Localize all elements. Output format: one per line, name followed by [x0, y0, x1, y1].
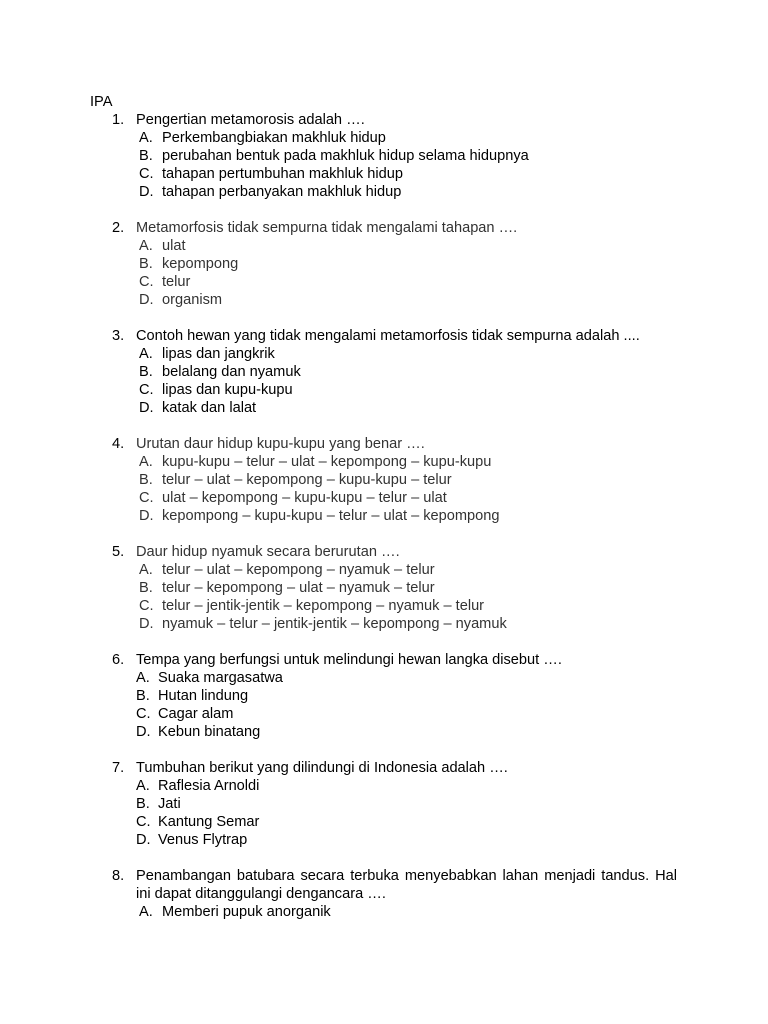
option-text: telur – ulat – kepompong – kupu-kupu – telur: [162, 472, 452, 488]
option-letter: C.: [139, 382, 154, 398]
question-text: Contoh hewan yang tidak mengalami metamorfosis tidak sempurna adalah ....: [136, 328, 640, 344]
option-text: organism: [162, 292, 223, 308]
question-stem: [0, 327, 768, 345]
option-letter: B.: [136, 688, 150, 704]
option-d: [0, 615, 768, 633]
option-letter: C.: [136, 706, 151, 722]
option-letter: A.: [136, 670, 150, 686]
question-text: Pengertian metamorosis adalah ….: [136, 112, 365, 128]
question-number: 3.: [112, 328, 125, 344]
option-a: [0, 237, 768, 255]
option-a: [0, 777, 768, 795]
option-b: [0, 255, 768, 273]
option-letter: C.: [136, 814, 151, 830]
question-7: [0, 759, 768, 849]
option-list: [0, 777, 768, 849]
option-letter: B.: [136, 796, 150, 812]
question-5: [0, 543, 768, 633]
option-d: [0, 507, 768, 525]
option-c: [0, 597, 768, 615]
question-text: Metamorfosis tidak sempurna tidak mengalami tahapan ….: [136, 220, 518, 236]
option-c: [0, 165, 768, 183]
question-8: [0, 867, 768, 921]
option-letter: D.: [136, 724, 151, 740]
question-3: [0, 327, 768, 417]
option-list: [0, 903, 768, 921]
question-stem: [0, 759, 768, 777]
option-list: [0, 669, 768, 741]
option-text: telur – ulat – kepompong – nyamuk – telur: [162, 562, 435, 578]
option-c: [0, 273, 768, 291]
option-text: belalang dan nyamuk: [162, 364, 301, 380]
option-text: tahapan pertumbuhan makhluk hidup: [162, 166, 403, 182]
option-letter: A.: [139, 238, 153, 254]
option-letter: B.: [139, 472, 153, 488]
option-text: lipas dan jangkrik: [162, 346, 275, 362]
option-a: [0, 453, 768, 471]
option-text: Raflesia Arnoldi: [158, 778, 260, 794]
option-c: [0, 489, 768, 507]
option-letter: B.: [139, 580, 153, 596]
option-b: [0, 579, 768, 597]
option-text: ulat: [162, 238, 186, 254]
question-text: Tempa yang berfungsi untuk melindungi hewan langka disebut ….: [136, 652, 562, 668]
option-text: telur – jentik-jentik – kepompong – nyamuk – telur: [162, 598, 485, 614]
question-text: Tumbuhan berikut yang dilindungi di Indonesia adalah ….: [136, 760, 508, 776]
question-stem: [0, 867, 768, 903]
option-text: ulat – kepompong – kupu-kupu – telur – ulat: [162, 490, 447, 506]
option-text: telur: [162, 274, 191, 290]
option-letter: A.: [136, 778, 150, 794]
question-stem: [0, 435, 768, 453]
option-a: [0, 129, 768, 147]
option-b: [0, 795, 768, 813]
option-d: [0, 399, 768, 417]
option-list: [0, 561, 768, 633]
question-number: 8.: [112, 868, 125, 884]
option-text: kepompong – kupu-kupu – telur – ulat – kepompong: [162, 508, 500, 524]
option-a: [0, 903, 768, 921]
option-letter: C.: [139, 598, 154, 614]
option-text: Perkembangbiakan makhluk hidup: [162, 130, 386, 146]
option-text: katak dan lalat: [162, 400, 257, 416]
option-text: Kebun binatang: [158, 724, 261, 740]
option-text: Hutan lindung: [158, 688, 249, 704]
question-stem: [0, 651, 768, 669]
option-letter: A.: [139, 346, 153, 362]
option-letter: B.: [139, 148, 153, 164]
option-a: [0, 345, 768, 363]
option-text: Memberi pupuk anorganik: [162, 904, 331, 920]
option-letter: D.: [139, 400, 154, 416]
question-stem: [0, 219, 768, 237]
option-b: [0, 471, 768, 489]
option-letter: D.: [139, 616, 154, 632]
option-letter: D.: [139, 508, 154, 524]
option-letter: A.: [139, 562, 153, 578]
question-number: 2.: [112, 220, 125, 236]
option-b: [0, 147, 768, 165]
option-list: [0, 237, 768, 309]
option-c: [0, 381, 768, 399]
option-list: [0, 453, 768, 525]
option-letter: B.: [139, 364, 153, 380]
option-letter: D.: [139, 292, 154, 308]
option-c: [0, 705, 768, 723]
question-number: 1.: [112, 112, 125, 128]
option-letter: C.: [139, 274, 154, 290]
option-list: [0, 129, 768, 201]
option-text: kepompong: [162, 256, 239, 272]
option-a: [0, 561, 768, 579]
option-letter: C.: [139, 490, 154, 506]
option-letter: D.: [139, 184, 154, 200]
subject-title: IPA: [90, 94, 113, 110]
option-text: telur – kepompong – ulat – nyamuk – telur: [162, 580, 435, 596]
option-c: [0, 813, 768, 831]
question-6: [0, 651, 768, 741]
option-d: [0, 831, 768, 849]
question-2: [0, 219, 768, 309]
option-text: Cagar alam: [158, 706, 234, 722]
option-letter: A.: [139, 904, 153, 920]
option-letter: D.: [136, 832, 151, 848]
question-text: Daur hidup nyamuk secara berurutan ….: [136, 544, 400, 560]
question-number: 4.: [112, 436, 125, 452]
option-letter: A.: [139, 454, 153, 470]
question-text: Penambangan batubara secara terbuka menyebabkan lahan menjadi tandus. Hal ini dapat ditanggulangi dengancara ….: [136, 868, 677, 902]
option-text: tahapan perbanyakan makhluk hidup: [162, 184, 402, 200]
option-letter: C.: [139, 166, 154, 182]
option-letter: A.: [139, 130, 153, 146]
option-text: Jati: [158, 796, 181, 812]
option-b: [0, 363, 768, 381]
question-list: [0, 111, 768, 939]
question-stem: [0, 543, 768, 561]
option-text: lipas dan kupu-kupu: [162, 382, 293, 398]
question-number: 5.: [112, 544, 125, 560]
question-4: [0, 435, 768, 525]
question-1: [0, 111, 768, 201]
question-number: 6.: [112, 652, 125, 668]
option-list: [0, 345, 768, 417]
option-d: [0, 291, 768, 309]
option-text: nyamuk – telur – jentik-jentik – kepompong – nyamuk: [162, 616, 507, 632]
option-b: [0, 687, 768, 705]
option-text: Venus Flytrap: [158, 832, 248, 848]
option-text: Kantung Semar: [158, 814, 260, 830]
question-number: 7.: [112, 760, 125, 776]
option-a: [0, 669, 768, 687]
option-d: [0, 183, 768, 201]
option-text: perubahan bentuk pada makhluk hidup selama hidupnya: [162, 148, 529, 164]
option-letter: B.: [139, 256, 153, 272]
question-stem: [0, 111, 768, 129]
option-text: kupu-kupu – telur – ulat – kepompong – kupu-kupu: [162, 454, 492, 470]
option-text: Suaka margasatwa: [158, 670, 283, 686]
option-d: [0, 723, 768, 741]
question-text: Urutan daur hidup kupu-kupu yang benar ….: [136, 436, 425, 452]
